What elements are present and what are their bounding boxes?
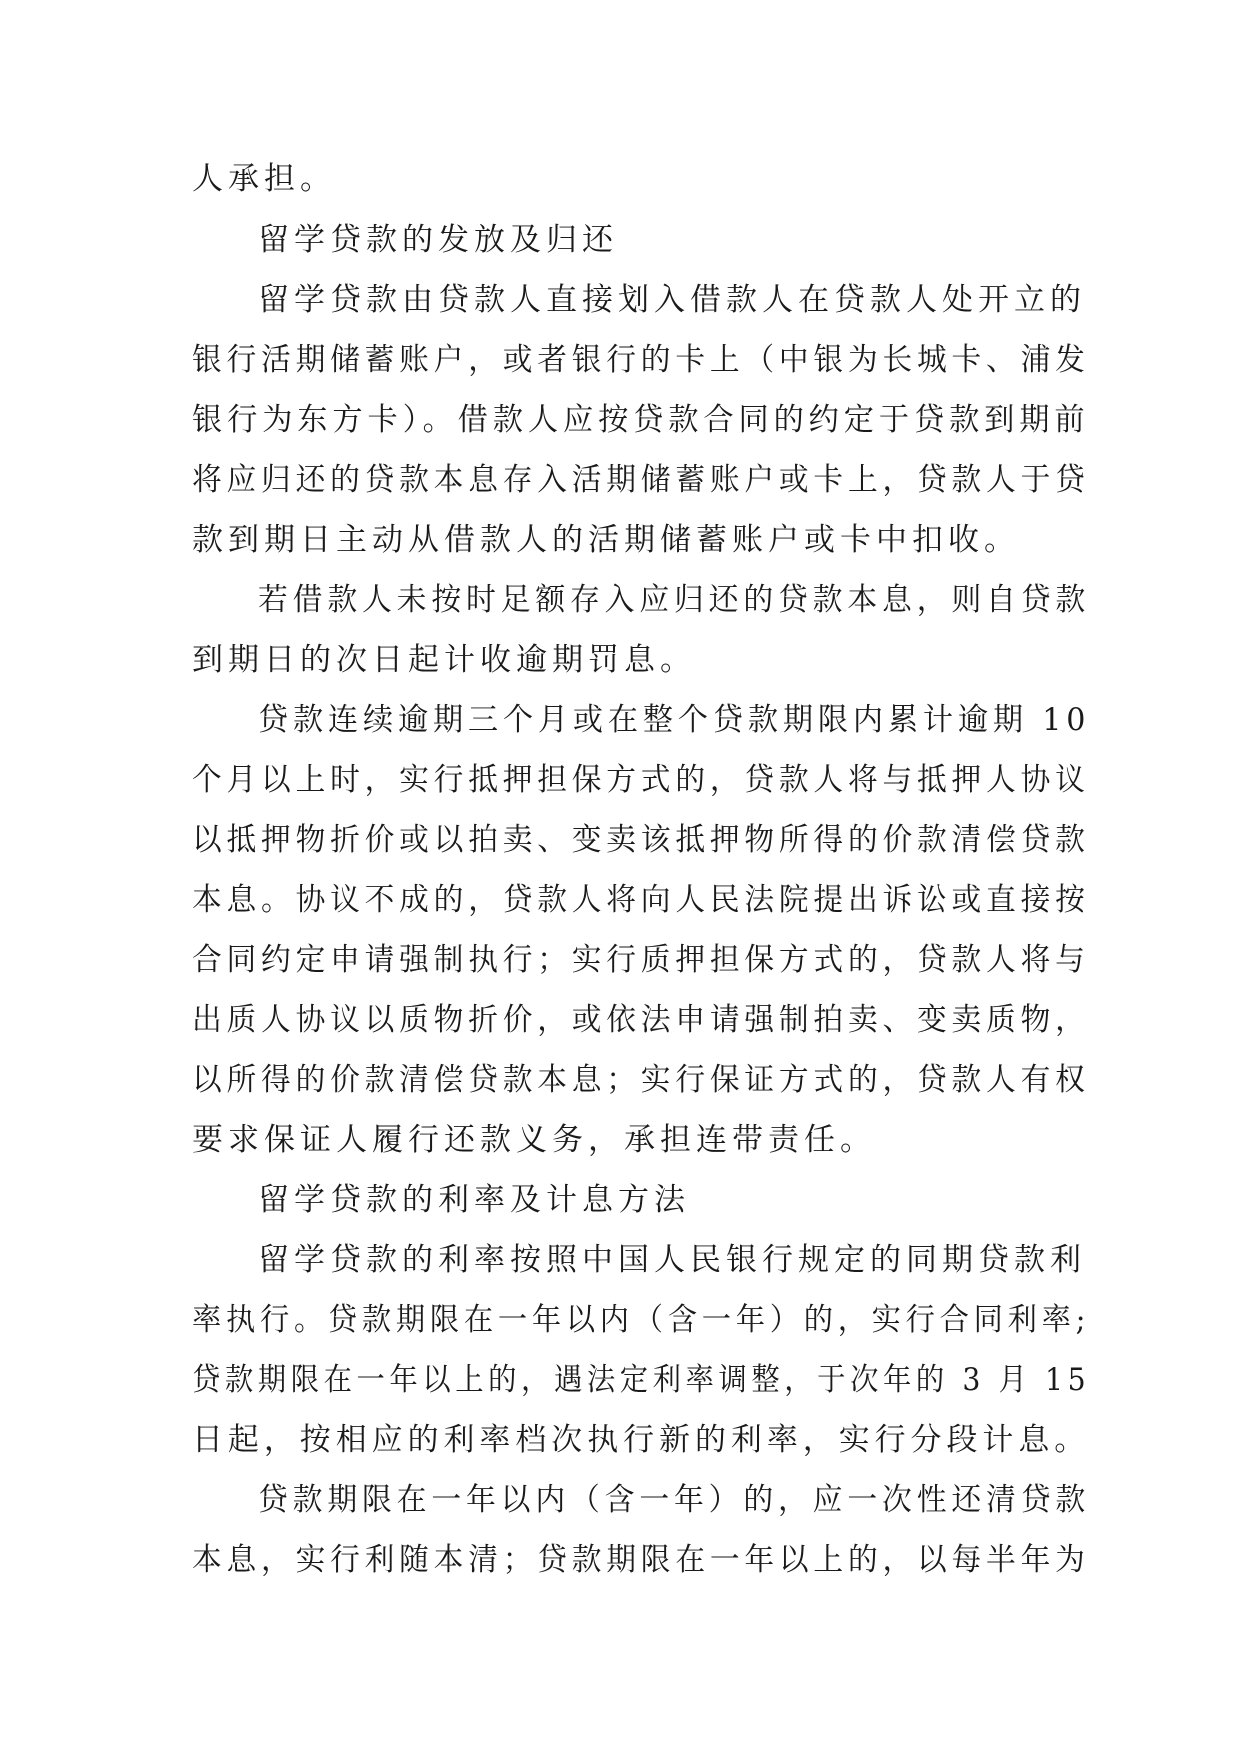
text-line: 贷款连续逾期三个月或在整个贷款期限内累计逾期 10 xyxy=(258,702,1091,738)
text-line: 银行活期储蓄账户，或者银行的卡上（中银为长城卡、浦发 xyxy=(192,342,1090,378)
text-line: 要求保证人履行还款义务，承担连带责任。 xyxy=(192,1122,876,1158)
text-line: 将应归还的贷款本息存入活期储蓄账户或卡上，贷款人于贷 xyxy=(192,462,1090,498)
text-line: 若借款人未按时足额存入应归还的贷款本息，则自贷款 xyxy=(258,582,1091,618)
text-line: 贷款期限在一年以内（含一年）的，应一次性还清贷款 xyxy=(258,1482,1091,1518)
text-line: 日起，按相应的利率档次执行新的利率，实行分段计息。 xyxy=(192,1422,1091,1458)
text-line: 银行为东方卡）。借款人应按贷款合同的约定于贷款到期前 xyxy=(192,402,1090,438)
text-line: 人承担。 xyxy=(192,161,336,197)
text-line: 以抵押物折价或以拍卖、变卖该抵押物所得的价款清偿贷款 xyxy=(192,822,1090,858)
text-line: 留学贷款的利率按照中国人民银行规定的同期贷款利 xyxy=(258,1242,1086,1278)
text-line: 本息，实行利随本清；贷款期限在一年以上的，以每半年为 xyxy=(192,1542,1090,1578)
text-line: 合同约定申请强制执行；实行质押担保方式的，贷款人将与 xyxy=(192,942,1090,978)
text-line: 本息。协议不成的，贷款人将向人民法院提出诉讼或直接按 xyxy=(192,882,1090,918)
text-line: 到期日的次日起计收逾期罚息。 xyxy=(192,642,696,678)
text-line: 款到期日主动从借款人的活期储蓄账户或卡中扣收。 xyxy=(192,522,1020,558)
text-line: 贷款期限在一年以上的，遇法定利率调整，于次年的 3 月 15 xyxy=(192,1362,1091,1398)
text-line: 个月以上时，实行抵押担保方式的，贷款人将与抵押人协议 xyxy=(192,762,1090,798)
section-heading: 留学贷款的发放及归还 xyxy=(258,222,618,258)
section-heading: 留学贷款的利率及计息方法 xyxy=(258,1182,690,1218)
text-line: 以所得的价款清偿贷款本息；实行保证方式的，贷款人有权 xyxy=(192,1062,1090,1098)
text-line: 出质人协议以质物折价，或依法申请强制拍卖、变卖质物， xyxy=(192,1002,1090,1038)
text-line: 留学贷款由贷款人直接划入借款人在贷款人处开立的 xyxy=(258,282,1086,318)
text-line: 率执行。贷款期限在一年以内（含一年）的，实行合同利率; xyxy=(192,1302,1091,1338)
